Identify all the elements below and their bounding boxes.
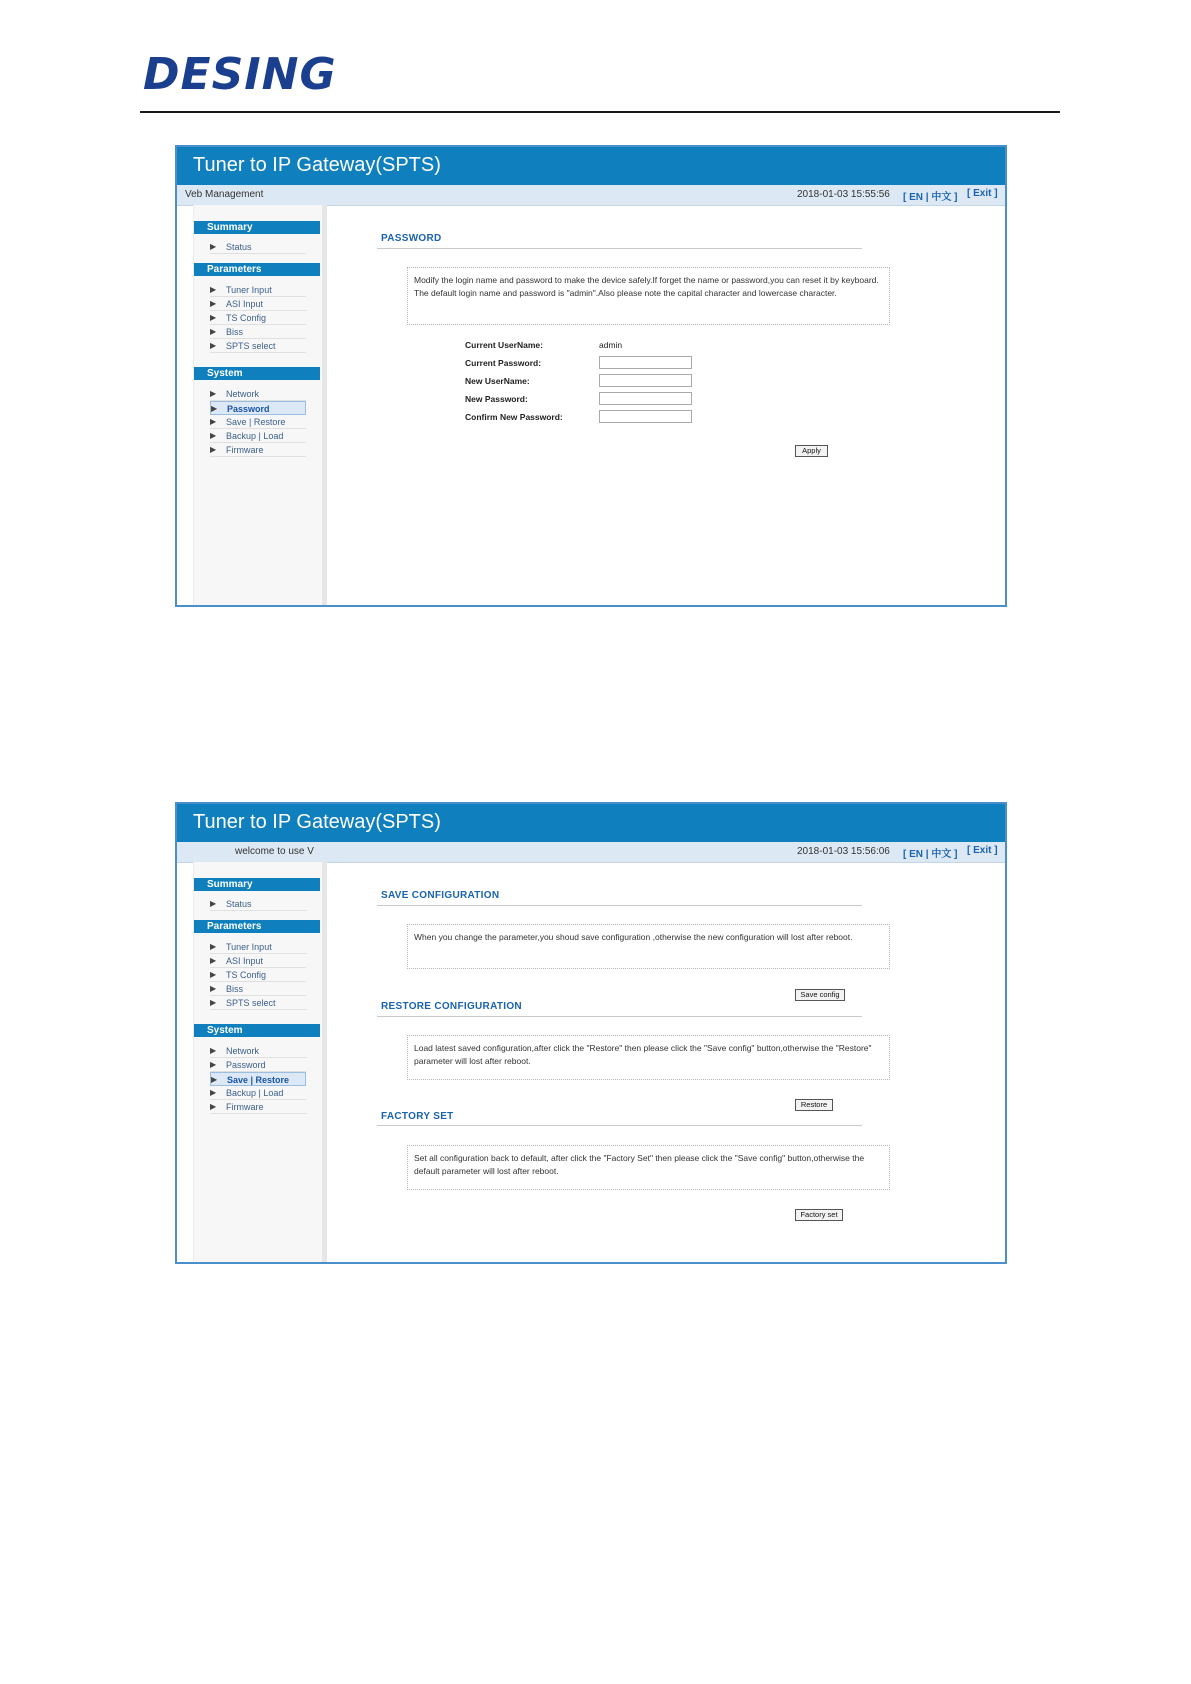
sidebar-item-firmware[interactable] xyxy=(210,443,306,457)
arrow-right-icon: ▶ xyxy=(210,327,217,336)
arrow-right-icon: ▶ xyxy=(210,1102,217,1111)
sidebar-item-network[interactable] xyxy=(210,387,306,401)
restore-button[interactable]: Restore xyxy=(795,1099,833,1111)
sidebar-item-ts-config[interactable] xyxy=(210,968,306,982)
section-divider xyxy=(377,1125,862,1126)
sidebar-item-tuner-input[interactable] xyxy=(210,940,306,954)
arrow-right-icon: ▶ xyxy=(210,984,217,993)
save-config-button[interactable]: Save config xyxy=(795,989,845,1001)
arrow-right-icon: ▶ xyxy=(210,285,217,294)
password-note: Modify the login name and password to make the device safely.If forget the name or password,you can reset it by keyboard. The default login name and password is "admin".Also please note the capital character and lowercase character. xyxy=(407,267,890,325)
sidebar-item-backup-load[interactable] xyxy=(210,1086,306,1100)
sidebar-item-biss[interactable] xyxy=(210,325,306,339)
sidebar-item-network[interactable] xyxy=(210,1044,306,1058)
sidebar-item-ts-config[interactable] xyxy=(210,311,306,325)
sidebar-item-label: Tuner Input xyxy=(226,285,272,295)
password-page-screenshot xyxy=(175,145,1007,607)
sidebar-item-label: Backup | Load xyxy=(226,1088,284,1098)
sidebar-item-label: Biss xyxy=(226,984,244,994)
sidebar-item-password[interactable] xyxy=(210,401,306,415)
sidebar-item-label: TS Config xyxy=(226,970,267,980)
arrow-right-icon: ▶ xyxy=(210,1046,217,1055)
apply-button[interactable]: Apply xyxy=(795,445,828,457)
sidebar-item-label: Status xyxy=(226,242,252,252)
sidebar-item-label: SPTS select xyxy=(226,341,276,351)
arrow-right-icon: ▶ xyxy=(210,942,217,951)
desing-logo xyxy=(143,44,337,106)
current-password-label: Current Password: xyxy=(465,358,542,368)
sidebar-item-status[interactable] xyxy=(210,240,306,254)
arrow-right-icon: ▶ xyxy=(210,417,217,426)
section-title-restore-config: RESTORE CONFIGURATION xyxy=(381,1001,522,1012)
new-username-input[interactable] xyxy=(599,374,692,387)
sidebar-item-label: Backup | Load xyxy=(226,431,284,441)
section-divider xyxy=(377,905,862,906)
confirm-password-input[interactable] xyxy=(599,410,692,423)
arrow-right-icon: ▶ xyxy=(210,970,217,979)
sidebar-item-label: Biss xyxy=(226,327,244,337)
sidebar-item-asi-input[interactable] xyxy=(210,297,306,311)
sidebar-item-spts-select[interactable] xyxy=(210,996,306,1010)
sidebar-item-label: Tuner Input xyxy=(226,942,272,952)
sidebar-item-password[interactable] xyxy=(210,1058,306,1072)
current-username-value: admin xyxy=(599,340,623,350)
restore-config-note: Load latest saved configuration,after click the "Restore" then please click the "Save config" button,otherwise the "Restore" parameter will lost after reboot. xyxy=(407,1035,890,1080)
sidebar xyxy=(193,862,327,1262)
sidebar-item-status[interactable] xyxy=(210,897,306,911)
sidebar-item-label: Status xyxy=(226,899,252,909)
sidebar xyxy=(193,205,327,605)
arrow-right-icon: ▶ xyxy=(211,1075,218,1084)
sidebar-item-spts-select[interactable] xyxy=(210,339,306,353)
sidebar-item-label: SPTS select xyxy=(226,998,276,1008)
exit-link[interactable]: [ Exit ] xyxy=(967,188,998,199)
factory-set-note: Set all configuration back to default, after click the "Factory Set" then please click the "Save config" button,otherwise the default parameter will lost after reboot. xyxy=(407,1145,890,1190)
app-title: Tuner to IP Gateway(SPTS) xyxy=(193,154,441,176)
section-divider xyxy=(377,1016,862,1017)
app-titlebar xyxy=(177,147,1005,185)
exit-link[interactable]: [ Exit ] xyxy=(967,845,998,856)
section-title-save-config: SAVE CONFIGURATION xyxy=(381,890,500,901)
logo-wordmark: DESING xyxy=(143,49,337,100)
welcome-text: Veb Management xyxy=(185,189,264,200)
sidebar-item-label: Password xyxy=(226,1060,266,1070)
sidebar-item-tuner-input[interactable] xyxy=(210,283,306,297)
sidebar-item-firmware[interactable] xyxy=(210,1100,306,1114)
sidebar-item-label: Save | Restore xyxy=(227,1075,290,1085)
datetime: 2018-01-03 15:56:06 xyxy=(797,846,890,857)
sidebar-group-summary: Summary xyxy=(194,221,320,234)
sidebar-group-system: System xyxy=(194,367,320,380)
factory-set-button[interactable]: Factory set xyxy=(795,1209,843,1221)
status-bar xyxy=(177,842,1005,863)
sidebar-group-system: System xyxy=(194,1024,320,1037)
sidebar-group-parameters: Parameters xyxy=(194,263,320,276)
arrow-right-icon: ▶ xyxy=(210,1060,217,1069)
app-title: Tuner to IP Gateway(SPTS) xyxy=(193,811,441,833)
arrow-right-icon: ▶ xyxy=(210,445,217,454)
save-restore-page-screenshot xyxy=(175,802,1007,1264)
sidebar-group-summary: Summary xyxy=(194,878,320,891)
arrow-right-icon: ▶ xyxy=(210,313,217,322)
arrow-right-icon: ▶ xyxy=(210,899,217,908)
arrow-right-icon: ▶ xyxy=(210,998,217,1007)
section-divider xyxy=(377,248,862,249)
sidebar-item-save-restore[interactable] xyxy=(210,415,306,429)
arrow-right-icon: ▶ xyxy=(210,1088,217,1097)
language-switch[interactable]: [ EN | 中文 ] xyxy=(903,192,958,203)
sidebar-item-label: TS Config xyxy=(226,313,267,323)
section-title-password: PASSWORD xyxy=(381,233,442,244)
sidebar-item-label: Network xyxy=(226,389,260,399)
current-password-input[interactable] xyxy=(599,356,692,369)
app-titlebar xyxy=(177,804,1005,842)
sidebar-item-label: ASI Input xyxy=(226,956,264,966)
arrow-right-icon: ▶ xyxy=(210,956,217,965)
sidebar-item-biss[interactable] xyxy=(210,982,306,996)
sidebar-item-label: Password xyxy=(227,404,270,414)
arrow-right-icon: ▶ xyxy=(210,242,217,251)
datetime: 2018-01-03 15:55:56 xyxy=(797,189,890,200)
arrow-right-icon: ▶ xyxy=(210,389,217,398)
arrow-right-icon: ▶ xyxy=(210,341,217,350)
sidebar-item-asi-input[interactable] xyxy=(210,954,306,968)
header-rule xyxy=(140,111,1060,113)
sidebar-item-label: Firmware xyxy=(226,445,264,455)
sidebar-item-label: ASI Input xyxy=(226,299,264,309)
current-username-label: Current UserName: xyxy=(465,340,543,350)
status-bar xyxy=(177,185,1005,206)
sidebar-item-save-restore[interactable] xyxy=(210,1072,306,1086)
new-password-input[interactable] xyxy=(599,392,692,405)
sidebar-group-parameters: Parameters xyxy=(194,920,320,933)
sidebar-item-label: Network xyxy=(226,1046,260,1056)
sidebar-item-label: Firmware xyxy=(226,1102,264,1112)
arrow-right-icon: ▶ xyxy=(210,431,217,440)
sidebar-item-backup-load[interactable] xyxy=(210,429,306,443)
arrow-right-icon: ▶ xyxy=(210,299,217,308)
section-title-factory-set: FACTORY SET xyxy=(381,1111,454,1122)
sidebar-item-label: Save | Restore xyxy=(226,417,286,427)
save-config-note: When you change the parameter,you shoud save configuration ,otherwise the new configuration will lost after reboot. xyxy=(407,924,890,969)
confirm-password-label: Confirm New Password: xyxy=(465,412,563,422)
language-switch[interactable]: [ EN | 中文 ] xyxy=(903,849,958,860)
new-password-label: New Password: xyxy=(465,394,528,404)
arrow-right-icon: ▶ xyxy=(211,404,218,413)
new-username-label: New UserName: xyxy=(465,376,530,386)
welcome-text: welcome to use V xyxy=(235,846,314,857)
